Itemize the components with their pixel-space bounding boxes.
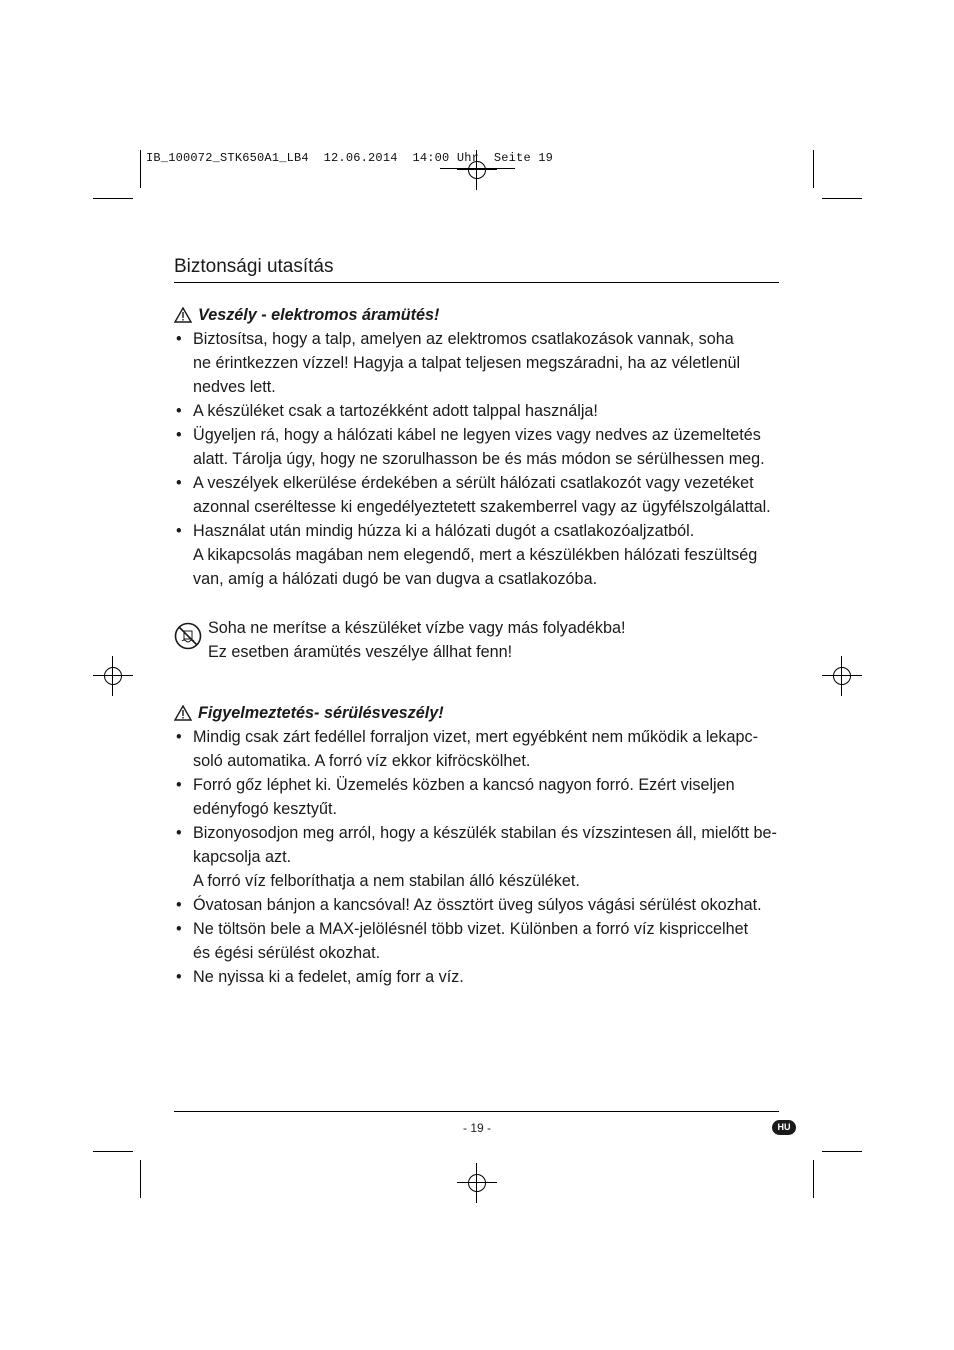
list-item-line: A forró víz felboríthatja a nem stabilan álló készüléket. [193, 872, 580, 890]
header-underline [440, 168, 515, 169]
list-item-line: • Ne nyissa ki a fedelet, amíg forr a víz. [193, 968, 464, 986]
list-item-line: edényfogó kesztyűt. [193, 800, 337, 818]
list-item [174, 773, 786, 821]
list-item [174, 893, 786, 917]
danger-heading-text: Veszély - elektromos áramütés! [198, 306, 440, 324]
list-item-line: soló automatika. A forró víz ekkor kifröcskölhet. [193, 752, 531, 770]
notice-line: Ez esetben áramütés veszélye állhat fenn! [208, 643, 513, 661]
list-item-line: • Mindig csak zárt fedéllel forraljon vizet, mert egyébként nem működik a lekapc- [193, 728, 759, 746]
crop-mark [822, 1151, 862, 1152]
crop-mark [140, 1160, 141, 1198]
list-item-line: kapcsolja azt. [193, 848, 292, 866]
section-title: Biztonsági utasítás [174, 256, 334, 277]
list-item-line: • Bizonyosodjon meg arról, hogy a készülék stabilan és vízszintesen áll, mielőtt be- [193, 824, 777, 842]
list-item-line: és égési sérülést okozhat. [193, 944, 381, 962]
list-item-line: ne érintkezzen vízzel! Hagyja a talpat teljesen megszáradni, ha az véletlenül [193, 354, 741, 372]
warning-heading-text: Figyelmeztetés- sérülésveszély! [198, 704, 444, 722]
danger-section [174, 303, 786, 591]
list-item [174, 399, 786, 423]
title-rule [174, 282, 779, 283]
crop-mark [813, 150, 814, 188]
notice-text [208, 616, 626, 664]
warning-list [174, 725, 786, 989]
crop-mark [813, 1160, 814, 1198]
list-item [174, 725, 786, 773]
crop-mark [93, 198, 133, 199]
language-badge: HU [772, 1120, 796, 1135]
list-item-line: nedves lett. [193, 378, 276, 396]
footer-rule [174, 1111, 779, 1112]
crop-mark [93, 1151, 133, 1152]
list-item-line: van, amíg a hálózati dugó be van dugva a csatlakozóba. [193, 570, 598, 588]
list-item [174, 471, 786, 519]
list-item-line: alatt. Tárolja úgy, hogy ne szorulhasson be és más módon se sérülhessen meg. [193, 450, 765, 468]
registration-mark [822, 656, 862, 696]
list-item-line: • Ne töltsön bele a MAX-jelölésnél több vizet. Különben a forró víz kispriccelhet [193, 920, 749, 938]
list-item [174, 965, 786, 989]
crop-mark [140, 150, 141, 188]
list-item-line: azonnal cseréltesse ki engedélyeztetett szakemberrel vagy az ügyfélszolgálattal. [193, 498, 771, 516]
list-item-line: • Forró gőz léphet ki. Üzemelés közben a kancsó nagyon forró. Ezért viseljen [193, 776, 735, 794]
list-item-line: • Ügyeljen rá, hogy a hálózati kábel ne legyen vizes vagy nedves az üzemeltetés [193, 426, 761, 444]
list-item-line: • Használat után mindig húzza ki a hálózati dugót a csatlakozóaljzatból. [193, 522, 695, 540]
list-item-line: • Óvatosan bánjon a kancsóval! Az össztört üveg súlyos vágási sérülést okozhat. [193, 896, 762, 914]
no-immersion-icon [174, 622, 202, 650]
warning-triangle-icon [174, 307, 192, 323]
notice-line: Soha ne merítse a készüléket vízbe vagy más folyadékba! [208, 619, 626, 637]
registration-mark [457, 1163, 497, 1203]
list-item [174, 917, 786, 965]
warning-section [174, 701, 786, 989]
page-number: - 19 - [462, 1121, 491, 1135]
print-info-header: IB_100072_STK650A1_LB4 12.06.2014 14:00 Uhr Seite 19 [146, 151, 554, 165]
crop-mark [822, 198, 862, 199]
list-item-line: A kikapcsolás magában nem elegendő, mert a készülékben hálózati feszültség [193, 546, 758, 564]
warning-heading [174, 701, 786, 725]
danger-heading [174, 303, 786, 327]
list-item [174, 423, 786, 471]
list-item-line: • A veszélyek elkerülése érdekében a sérült hálózati csatlakozót vagy vezetéket [193, 474, 754, 492]
danger-list [174, 327, 786, 591]
warning-triangle-icon [174, 705, 192, 721]
registration-mark [93, 656, 133, 696]
list-item [174, 327, 786, 399]
list-item [174, 821, 786, 893]
list-item [174, 519, 786, 591]
list-item-line: • Biztosítsa, hogy a talp, amelyen az elektromos csatlakozások vannak, soha [193, 330, 734, 348]
list-item-line: • A készüléket csak a tartozékként adott talppal használja! [193, 402, 598, 420]
